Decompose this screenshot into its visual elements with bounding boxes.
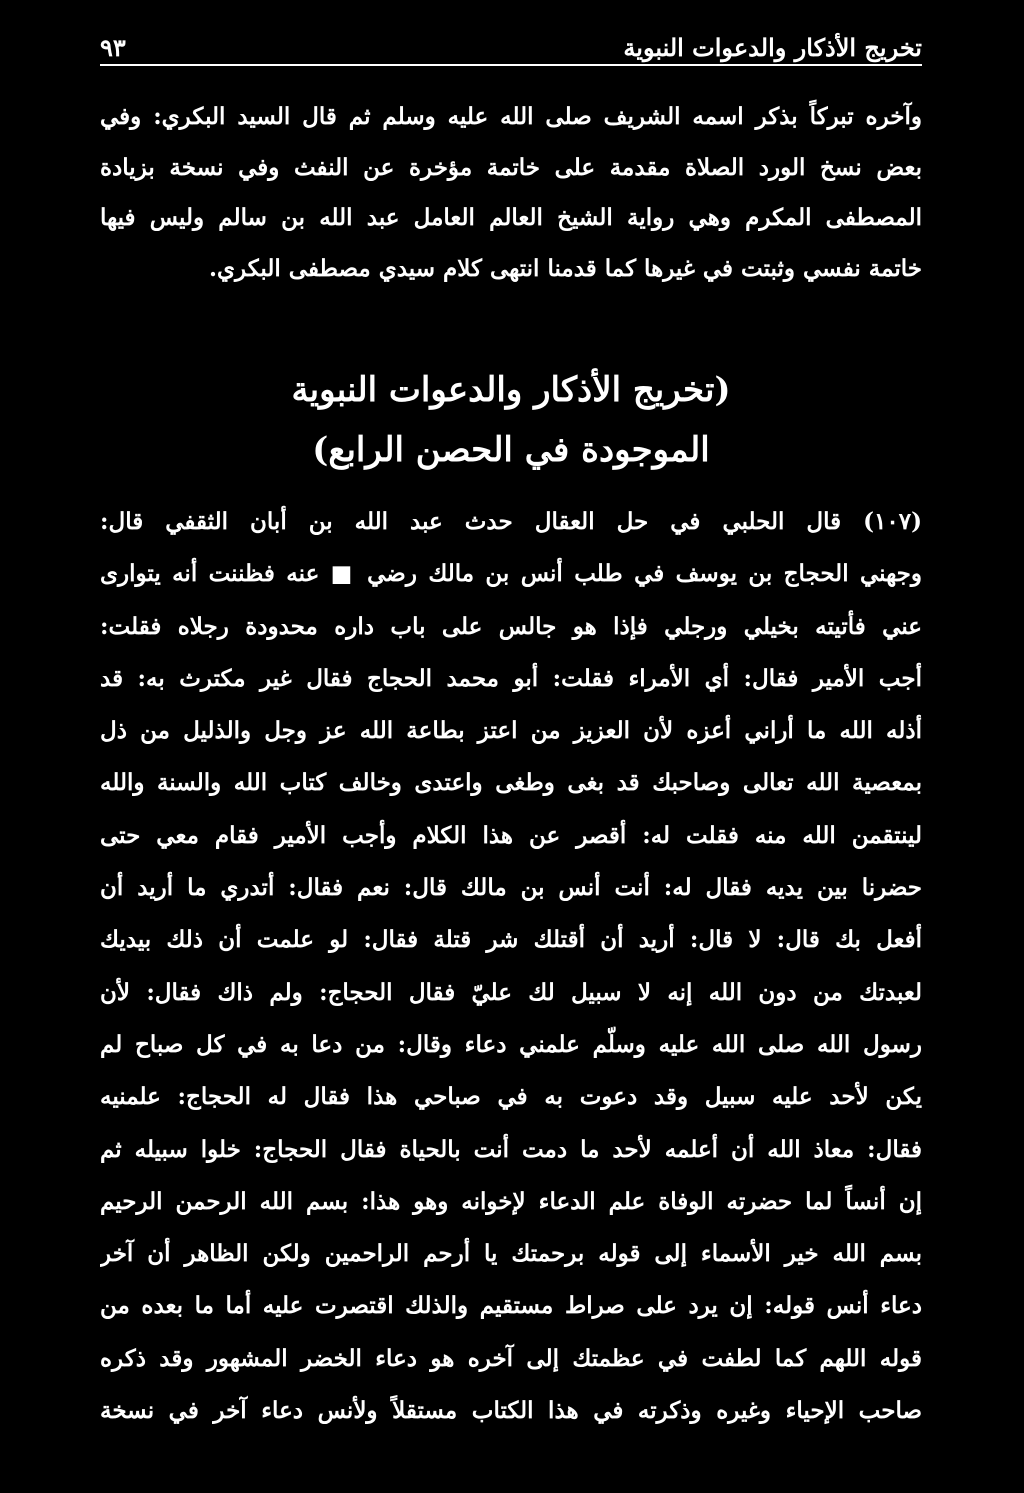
text-line: بسم الله خير الأسماء إلى قوله برحمتك يا أرحم الراحمين ولكن الظاهر أن آخر [100, 1240, 922, 1268]
text-line: أذله الله ما أراني أعزه لأن العزيز من اعتز بطاعة الله عز وجل والذليل من ذل [100, 717, 922, 745]
text-line: بمعصية الله تعالى وصاحبك قد بغى وطغى واعتدى وخالف كتاب الله والسنة والله [100, 769, 922, 797]
running-title: تخريج الأذكار والدعوات النبوية [623, 33, 922, 62]
text-line: خاتمة نفسي وثبتت في غيرها كما قدمنا انتهى كلام سيدي مصطفى البكري. [209, 254, 922, 282]
text-line: لينتقمن الله منه فقلت له: أقصر عن هذا الكلام وأجب الأمير فقام معي حتى [100, 821, 922, 849]
heading-line-2: الموجودة في الحصن الرابع) [312, 430, 710, 470]
text-line: صاحب الإحياء وغيره وذكرته في هذا الكتاب مستقلاً ولأنس دعاء آخر في نسخة [100, 1397, 922, 1425]
text-line: بعض نسخ الورد الصلاة مقدمة على خاتمة مؤخرة عن النفث وفي نسخة بزيادة [100, 153, 922, 181]
text-line: يكن لأحد عليه سبيل وقد دعوت به في صباحي هذا فقال له الحجاج: علمنيه [100, 1083, 922, 1111]
text-line: لعبدتك من دون الله إنه لا سبيل لك عليّ فقال الحجاج: ولم ذاك فقال: لأن [100, 978, 922, 1006]
text-line: إن أنساً لما حضرته الوفاة علم الدعاء لإخوانه وهو هذا: بسم الله الرحمن الرحيم [100, 1187, 922, 1215]
text-line: عني فأتيته بخيلي ورجلي فإذا هو جالس على باب داره محدودة رجلاه فقلت: [100, 612, 922, 640]
heading-line-1: (تخريج الأذكار والدعوات النبوية [291, 370, 731, 410]
text-line: أجب الأمير فقال: أي الأمراء فقلت: أبو محمد الحجاج فقال غير مكترث به: قد [100, 664, 922, 692]
body-text [100, 496, 922, 1437]
text-line: دعاء أنس قوله: إن يرد على صراط مستقيم والذلك اقتصرت عليه أما ما بعده من [100, 1292, 922, 1320]
intro-paragraph [100, 92, 922, 294]
section-heading [100, 360, 922, 480]
header-rule [100, 64, 922, 66]
text-line: (١٠٧) قال الحلبي في حل العقال حدث عبد الله بن أبان الثقفي قال: [100, 508, 922, 535]
text-line: قوله اللهم كما لطفت في عظمتك إلى آخره هو دعاء الخضر المشهور وقد ذكره [100, 1344, 922, 1372]
text-line: حضرنا بين يديه فقال له: أنت أنس بن مالك قال: نعم فقال: أتدري ما أريد أن [100, 874, 922, 902]
text-line: المصطفى المكرم وهي رواية الشيخ العالم العامل عبد الله بن سالم وليس فيها [100, 204, 922, 231]
page-header [100, 18, 922, 62]
text-line: فقال: معاذ الله أن أعلمه لأحد ما دمت أنت بالحياة فقال الحجاج: خلوا سبيله ثم [100, 1135, 922, 1163]
text-line: أفعل بك قال: لا قال: أريد أن أقتلك شر قتلة فقال: لو علمت أن ذلك بيديك [100, 926, 922, 954]
page-number: ٩٣ [100, 33, 126, 62]
text-line: وآخره تبركاً بذكر اسمه الشريف صلى الله عليه وسلم ثم قال السيد البكري: وفي [100, 103, 922, 130]
text-line: رسول الله صلى الله عليه وسلّم علمني دعاء وقال: من دعا به في كل صباح لم [100, 1030, 922, 1058]
text-line: وجهني الحجاج بن يوسف في طلب أنس بن مالك رضي ■ عنه فظننت أنه يتوارى [100, 560, 922, 588]
